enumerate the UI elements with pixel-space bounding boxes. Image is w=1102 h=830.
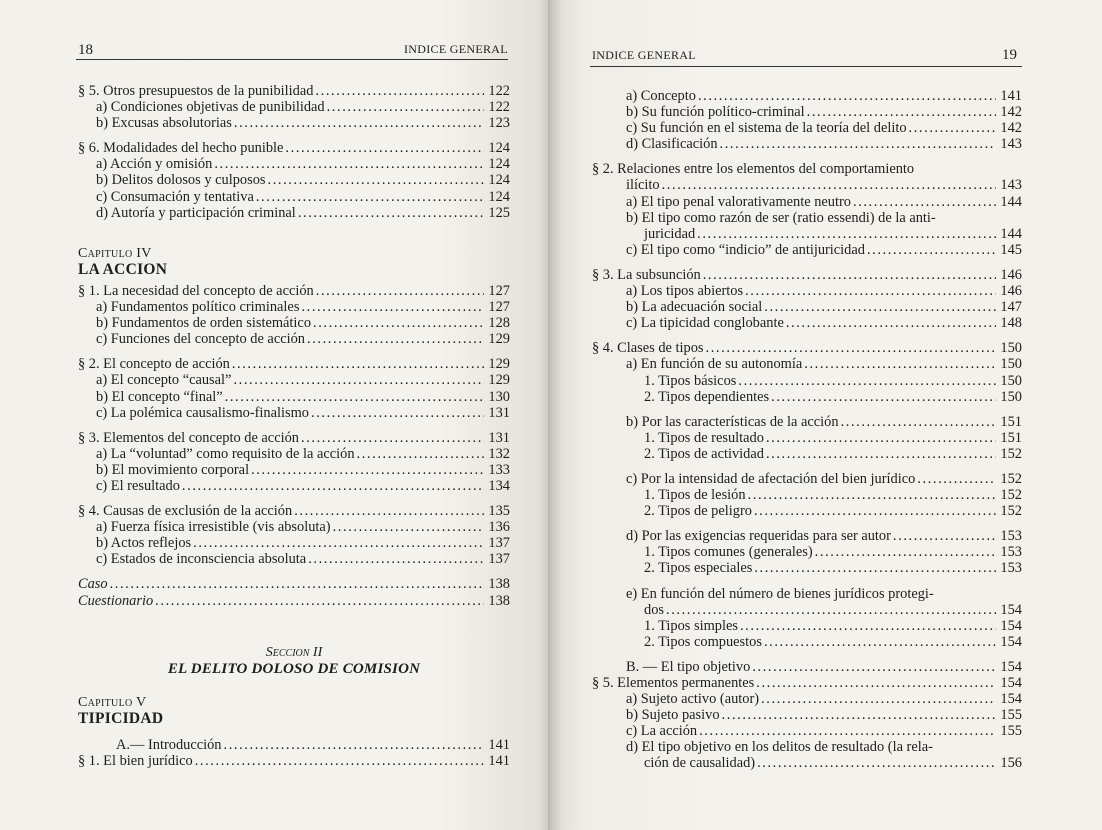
toc-entry[interactable]: § 3. La subsunción ..... 146 [592,267,1022,283]
toc-page-number: 154 [1000,617,1022,634]
toc-page-number: 129 [488,331,510,348]
toc-page-number: 150 [1000,340,1022,357]
toc-page-number: 150 [1000,388,1022,405]
toc-page-number: 152 [1000,445,1022,462]
toc-entry[interactable]: c) Su función en el sistema de la teoría del delito ..... 142 [592,120,1022,136]
toc-page-number: 143 [1000,136,1022,153]
toc-entry[interactable]: a) Acción y omisión ..... 124 [78,156,510,172]
toc-page-number: 142 [1000,104,1022,121]
chapter-5-title: TIPICIDAD [78,709,164,727]
toc-entry[interactable]: B. — El tipo objetivo ..... 154 [592,659,1022,675]
toc-entry-introduccion[interactable]: A.— Introducción ..... 141 [78,737,510,753]
toc-entry[interactable]: d) Por las exigencias requeridas para ser autor ..... 153 [592,528,1022,544]
toc-entry[interactable]: a) En función de su autonomía ..... 150 [592,356,1022,372]
toc-entry-relaciones[interactable]: ilícito ..... 143 [592,177,1022,193]
toc-page-number: 152 [1000,503,1022,520]
toc-entry[interactable]: a) Condiciones objetivas de punibilidad ..... 122 [78,99,510,115]
chapter-5-label: Capitulo V [78,694,147,710]
toc-page-number: 154 [1000,658,1022,675]
toc-entry[interactable]: b) Fundamentos de orden sistemático ..... 128 [78,315,510,331]
toc-page-number: 150 [1000,356,1022,373]
toc-entry[interactable]: c) Por la intensidad de afectación del bien jurídico ..... 152 [592,471,1022,487]
toc-entry[interactable]: a) Fuerza física irresistible (vis absoluta) ..... 136 [78,519,510,535]
toc-entry[interactable]: c) Consumación y tentativa ..... 124 [78,189,510,205]
toc-page-number: 137 [488,551,510,568]
toc-page-number: 122 [488,83,510,99]
running-head-right: INDICE GENERAL [592,48,696,62]
toc-entry-tipo-neutro[interactable]: a) El tipo penal valorativamente neutro ..... 144 [592,194,1022,210]
toc-entry[interactable]: 2. Tipos compuestos ..... 154 [592,634,1022,650]
toc-entry[interactable]: 1. Tipos simples ..... 154 [592,618,1022,634]
toc-page-number: 134 [488,477,510,494]
toc-page-number: 154 [1000,633,1022,650]
toc-page-number: 129 [488,356,510,373]
toc-page-number: 124 [488,140,510,157]
toc-entry-relaciones-line1[interactable]: § 2. Relaciones entre los elementos del comportamiento [592,161,915,178]
toc-entry[interactable]: c) La tipicidad conglobante ..... 148 [592,315,1022,331]
toc-page-number: 153 [1000,528,1022,545]
page-number-right: 19 [1002,47,1017,63]
left-page [0,0,548,830]
toc-entry-bienes-protegidos-line1[interactable]: e) En función del número de bienes jurídicos protegi- [626,585,934,602]
toc-entry[interactable]: a) El concepto “causal” ..... 129 [78,372,510,388]
toc-left [78,83,510,769]
toc-page-number: 155 [1000,707,1022,724]
toc-page-number: 147 [1000,299,1022,316]
toc-entry-causalidad[interactable]: ción de causalidad) ..... 156 [592,755,1022,771]
toc-entry[interactable]: b) Actos reflejos ..... 137 [78,535,510,551]
toc-entry[interactable]: a) Concepto ..... 141 [592,88,1022,104]
toc-entry[interactable]: b) Su función político-criminal ..... 142 [592,104,1022,120]
toc-entry[interactable]: § 4. Clases de tipos ..... 150 [592,340,1022,356]
toc-entry[interactable]: b) El movimiento corporal ..... 133 [78,462,510,478]
toc-entry[interactable]: 2. Tipos de peligro ..... 152 [592,503,1022,519]
running-head-left: INDICE GENERAL [404,42,508,56]
toc-page-number: 133 [488,461,510,478]
toc-page-number: 155 [1000,723,1022,740]
toc-entry-causalidad-line1[interactable]: d) El tipo objetivo en los delitos de resultado (la rela- [626,739,933,756]
toc-page-number: 153 [1000,544,1022,561]
toc-entry[interactable]: b) Sujeto pasivo ..... 155 [592,707,1022,723]
toc-page-number: 131 [488,404,510,421]
toc-page-number: 125 [488,204,510,221]
toc-page-number: 122 [488,99,510,116]
toc-page-number: 124 [488,172,510,189]
toc-page-number: 150 [1000,372,1022,389]
toc-entry[interactable]: b) La adecuación social ..... 147 [592,299,1022,315]
toc-entry[interactable]: a) Sujeto activo (autor) ..... 154 [592,691,1022,707]
toc-right [592,88,1022,772]
book-gutter [538,0,562,830]
toc-entry[interactable]: 1. Tipos de resultado ..... 151 [592,430,1022,446]
toc-page-number: 131 [488,429,510,446]
toc-entry[interactable]: c) La polémica causalismo-finalismo ..... 131 [78,405,510,421]
section-2-title: EL DELITO DOLOSO DE COMISION [167,660,421,677]
toc-entry[interactable]: 1. Tipos comunes (generales) ..... 153 [592,544,1022,560]
toc-entry[interactable]: b) El concepto “final” ..... 130 [78,389,510,405]
right-page [550,0,1102,830]
toc-entry[interactable]: b) Excusas absolutorias ..... 123 [78,115,510,131]
toc-page-number: 135 [488,503,510,520]
toc-entry[interactable]: § 5. Elementos permanentes ..... 154 [592,675,1022,691]
header-rule-right [590,66,1022,67]
toc-entry[interactable]: § 3. Elementos del concepto de acción ..... 131 [78,430,510,446]
toc-page-number: 148 [1000,315,1022,332]
toc-entry[interactable]: a) Fundamentos político criminales ..... 127 [78,299,510,315]
toc-entry[interactable]: 1. Tipos básicos ..... 150 [592,373,1022,389]
toc-page-number: 141 [1000,88,1022,104]
toc-page-number: 127 [488,282,510,299]
toc-entry[interactable]: § 6. Modalidades del hecho punible ..... 124 [78,140,510,156]
toc-page-number: 153 [1000,560,1022,577]
header-rule-left [76,59,508,60]
toc-page-number: 146 [1000,266,1022,283]
toc-page-number: 152 [1000,487,1022,504]
toc-entry-caso[interactable]: Caso ..... 138 [78,576,510,592]
section-2-label: Seccion II [265,644,323,660]
toc-page-number: 154 [1000,691,1022,708]
toc-entry[interactable]: c) Estados de inconsciencia absoluta ..... 137 [78,551,510,567]
toc-entry[interactable]: b) Delitos dolosos y culposos ..... 124 [78,172,510,188]
toc-page-number: 151 [1000,413,1022,430]
toc-page-number: 127 [488,299,510,316]
toc-entry[interactable]: d) Clasificación ..... 143 [592,136,1022,152]
toc-page-number: 124 [488,156,510,173]
toc-entry[interactable]: d) Autoría y participación criminal ..... 125 [78,205,510,221]
toc-page-number: 154 [1000,675,1022,691]
toc-entry[interactable]: § 5. Otros presupuestos de la punibilidad ..... 122 [78,83,510,99]
toc-entry[interactable]: a) Los tipos abiertos ..... 146 [592,283,1022,299]
toc-entry[interactable]: § 1. La necesidad del concepto de acción ..... 127 [78,283,510,299]
toc-entry-indicio[interactable]: c) El tipo como “indicio” de antijuricidad ..... 145 [592,242,1022,258]
toc-page-number: 152 [1000,470,1022,487]
toc-entry[interactable]: 2. Tipos de actividad ..... 152 [592,446,1022,462]
toc-entry[interactable]: § 2. El concepto de acción ..... 129 [78,356,510,372]
toc-entry-ratio-essendi[interactable]: juricidad ..... 144 [592,226,1022,242]
toc-page-number: 146 [1000,283,1022,300]
toc-page-number: 132 [488,445,510,462]
chapter-4-title: LA ACCION [78,260,168,278]
toc-page-number: 142 [1000,120,1022,137]
toc-entry[interactable]: 2. Tipos especiales ..... 153 [592,560,1022,576]
page-number-left: 18 [78,42,93,58]
toc-page-number: 128 [488,315,510,332]
toc-page-number: 123 [488,115,510,132]
toc-page-number: 136 [488,519,510,536]
toc-entry[interactable]: 2. Tipos dependientes ..... 150 [592,389,1022,405]
chapter-4-label: Capitulo IV [78,245,152,261]
toc-page-number: 130 [488,388,510,405]
toc-entry[interactable]: c) La acción ..... 155 [592,723,1022,739]
toc-entry-bien-juridico[interactable]: § 1. El bien jurídico ..... 141 [78,753,510,769]
toc-entry[interactable]: c) Funciones del concepto de acción ..... 129 [78,331,510,347]
toc-entry[interactable]: 1. Tipos de lesión ..... 152 [592,487,1022,503]
toc-entry[interactable]: b) Por las características de la acción ..... 151 [592,414,1022,430]
toc-page-number: 137 [488,535,510,552]
toc-entry[interactable]: § 4. Causas de exclusión de la acción ..... 135 [78,503,510,519]
toc-entry-bienes-protegidos[interactable]: dos ..... 154 [592,602,1022,618]
toc-entry-ratio-essendi-line1[interactable]: b) El tipo como razón de ser (ratio essendi) de la anti- [626,209,936,226]
toc-page-number: 124 [488,188,510,205]
toc-entry-cuestionario[interactable]: Cuestionario ..... 138 [78,593,510,609]
toc-entry[interactable]: a) La “voluntad” como requisito de la acción ..... 132 [78,446,510,462]
toc-page-number: 151 [1000,429,1022,446]
toc-entry[interactable]: c) El resultado ..... 134 [78,478,510,494]
toc-page-number: 129 [488,372,510,389]
